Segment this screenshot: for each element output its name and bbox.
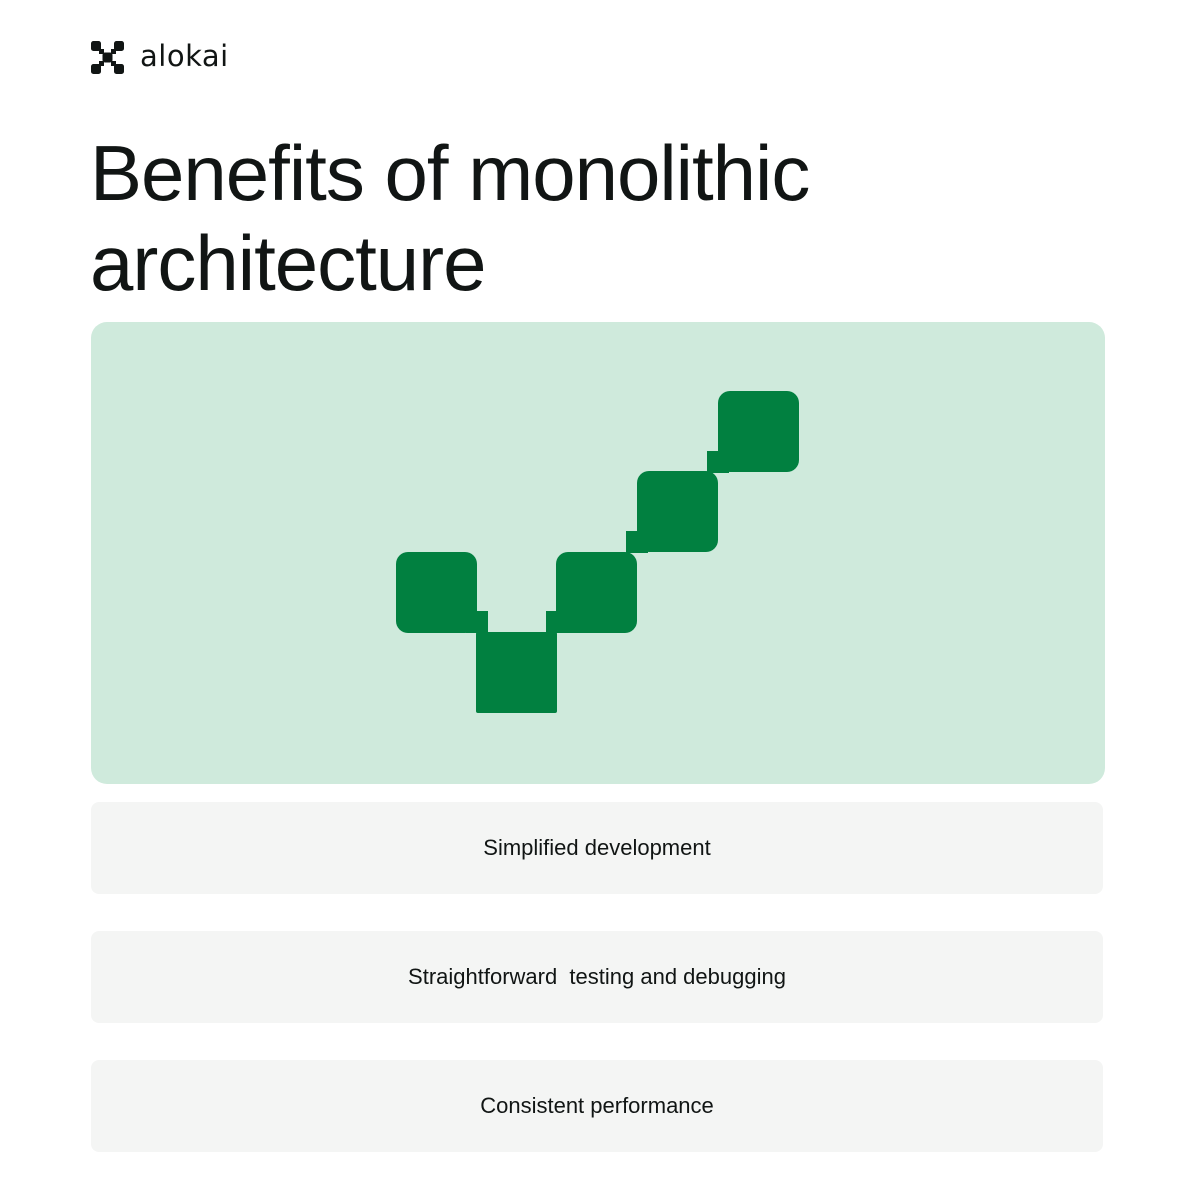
benefit-label: Simplified development bbox=[483, 835, 711, 860]
page-title bbox=[90, 128, 1110, 308]
benefit-card-testing-debugging bbox=[91, 931, 1103, 1023]
benefit-label: Consistent performance bbox=[480, 1093, 714, 1118]
benefit-card-simplified-development bbox=[91, 802, 1103, 894]
page-title-line-1: Benefits of monolithic bbox=[90, 129, 810, 217]
benefit-label: Straightforward testing and debugging bbox=[408, 964, 786, 989]
benefit-card-consistent-performance bbox=[91, 1060, 1103, 1152]
stepped-checkmark-icon bbox=[396, 391, 801, 716]
page-title-line-2: architecture bbox=[90, 219, 486, 307]
hero-card bbox=[91, 322, 1105, 784]
alokai-logo-icon bbox=[91, 41, 124, 74]
brand-name: alokai bbox=[140, 38, 229, 73]
brand-logo bbox=[91, 40, 229, 74]
